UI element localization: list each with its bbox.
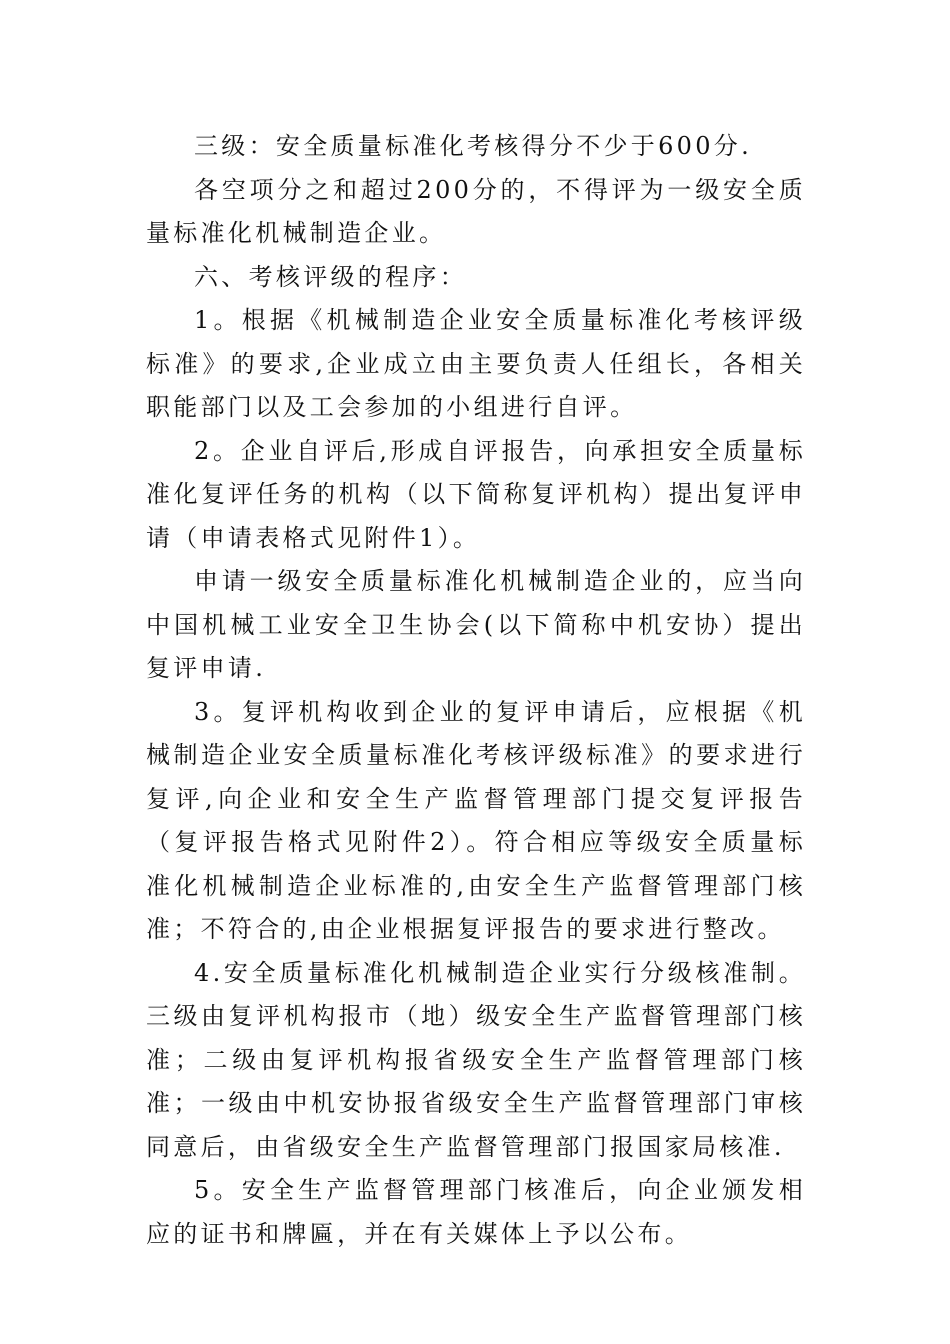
section-heading-procedure: 六、考核评级的程序： [194, 262, 467, 291]
document-body [146, 125, 806, 1256]
paragraph-step-2: 2。企业自评后,形成自评报告，向承担安全质量标准化复评任务的机构（以下简称复评机构）提出复评申请（申请表格式见附件1）。 [146, 436, 806, 552]
paragraph-step-3: 3。复评机构收到企业的复评申请后，应根据《机械制造企业安全质量标准化考核评级标准》的要求进行复评,向企业和安全生产监督管理部门提交复评报告（复评报告格式见附件2）。符合相应等级安全质量标准化机械制造企业标准的,由安全生产监督管理部门核准；不符合的,由企业根据复评报告的要求进行整改。 [146, 697, 806, 943]
paragraph-empty-items-rule: 各空项分之和超过200分的，不得评为一级安全质量标准化机械制造企业。 [146, 175, 806, 247]
paragraph-step-4: 4.安全质量标准化机械制造企业实行分级核准制。三级由复评机构报市（地）级安全生产监督管理部门核准；二级由复评机构报省级安全生产监督管理部门核准；一级由中机安协报省级安全生产监督管理部门审核同意后，由省级安全生产监督管理部门报国家局核准. [146, 958, 806, 1161]
paragraph-step-1: 1。根据《机械制造企业安全质量标准化考核评级标准》的要求,企业成立由主要负责人任组长，各相关职能部门以及工会参加的小组进行自评。 [146, 306, 806, 421]
paragraph-level-one-application: 申请一级安全质量标准化机械制造企业的，应当向中国机械工业安全卫生协会(以下简称中机安协）提出复评申请. [146, 567, 806, 682]
paragraph-level-three-score: 三级：安全质量标准化考核得分不少于600分. [194, 132, 753, 160]
paragraph-step-5: 5。安全生产监督管理部门核准后，向企业颁发相应的证书和牌匾，并在有关媒体上予以公布。 [146, 1176, 806, 1248]
